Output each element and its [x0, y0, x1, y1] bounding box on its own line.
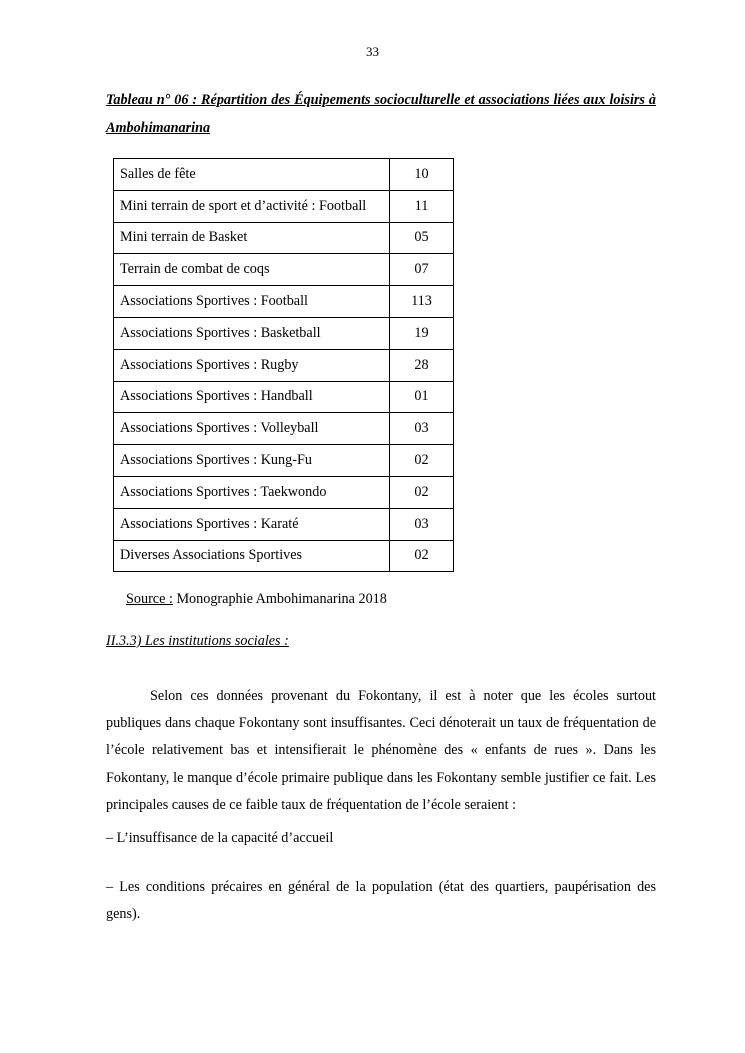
row-value: 03 [390, 413, 454, 445]
row-label: Associations Sportives : Handball [114, 381, 390, 413]
section-heading: II.3.3) Les institutions sociales : [106, 633, 289, 649]
table-row [114, 476, 454, 508]
row-label: Associations Sportives : Rugby [114, 349, 390, 381]
table-row [114, 349, 454, 381]
row-value: 05 [390, 222, 454, 254]
row-value: 01 [390, 381, 454, 413]
table-row [114, 254, 454, 286]
table-row [114, 159, 454, 191]
row-label: Associations Sportives : Karaté [114, 508, 390, 540]
row-label: Associations Sportives : Taekwondo [114, 476, 390, 508]
row-label: Mini terrain de Basket [114, 222, 390, 254]
row-value: 03 [390, 508, 454, 540]
table-row [114, 445, 454, 477]
row-label: Diverses Associations Sportives [114, 540, 390, 572]
row-value: 02 [390, 445, 454, 477]
table-caption: Tableau n° 06 : Répartition des Équipements socioculturelle et associations liées aux loisirs à Ambohimanarina [106, 92, 656, 136]
table-row [114, 286, 454, 318]
row-value: 07 [390, 254, 454, 286]
row-label: Associations Sportives : Kung-Fu [114, 445, 390, 477]
row-value: 28 [390, 349, 454, 381]
table-row [114, 413, 454, 445]
list-item: – L’insuffisance de la capacité d’accueil [106, 830, 334, 846]
row-value: 02 [390, 476, 454, 508]
row-label: Salles de fête [114, 159, 390, 191]
source-label: Source : [126, 591, 173, 607]
row-value: 113 [390, 286, 454, 318]
body-paragraph: Selon ces données provenant du Fokontany, il est à noter que les écoles surtout publiques dans chaque Fokontany sont insuffisantes. Ceci dénoterait un taux de fréquentation de l’école relativement bas et intensifierait le phénomène des « enfants de rues ». Dans les Fokontany, le manque d’école primaire publique dans les Fokontany semble justifier ce fait. Les principales causes de ce faible taux de fréquentation de l’école seraient : [106, 688, 656, 813]
row-value: 02 [390, 540, 454, 572]
row-label: Associations Sportives : Volleyball [114, 413, 390, 445]
table-row [114, 190, 454, 222]
row-label: Terrain de combat de coqs [114, 254, 390, 286]
row-value: 11 [390, 190, 454, 222]
table-row [114, 540, 454, 572]
row-value: 10 [390, 159, 454, 191]
table-row [114, 381, 454, 413]
table-source [126, 591, 387, 608]
table-row [114, 222, 454, 254]
row-value: 19 [390, 317, 454, 349]
equipment-table [113, 158, 454, 572]
row-label: Associations Sportives : Basketball [114, 317, 390, 349]
page-number: 33 [366, 44, 379, 59]
row-label: Mini terrain de sport et d’activité : Football [114, 190, 390, 222]
row-label: Associations Sportives : Football [114, 286, 390, 318]
table-row [114, 508, 454, 540]
list-item: – Les conditions précaires en général de la population (état des quartiers, paupérisation des gens). [106, 879, 656, 923]
table-row [114, 317, 454, 349]
source-text: Monographie Ambohimanarina 2018 [176, 591, 387, 607]
